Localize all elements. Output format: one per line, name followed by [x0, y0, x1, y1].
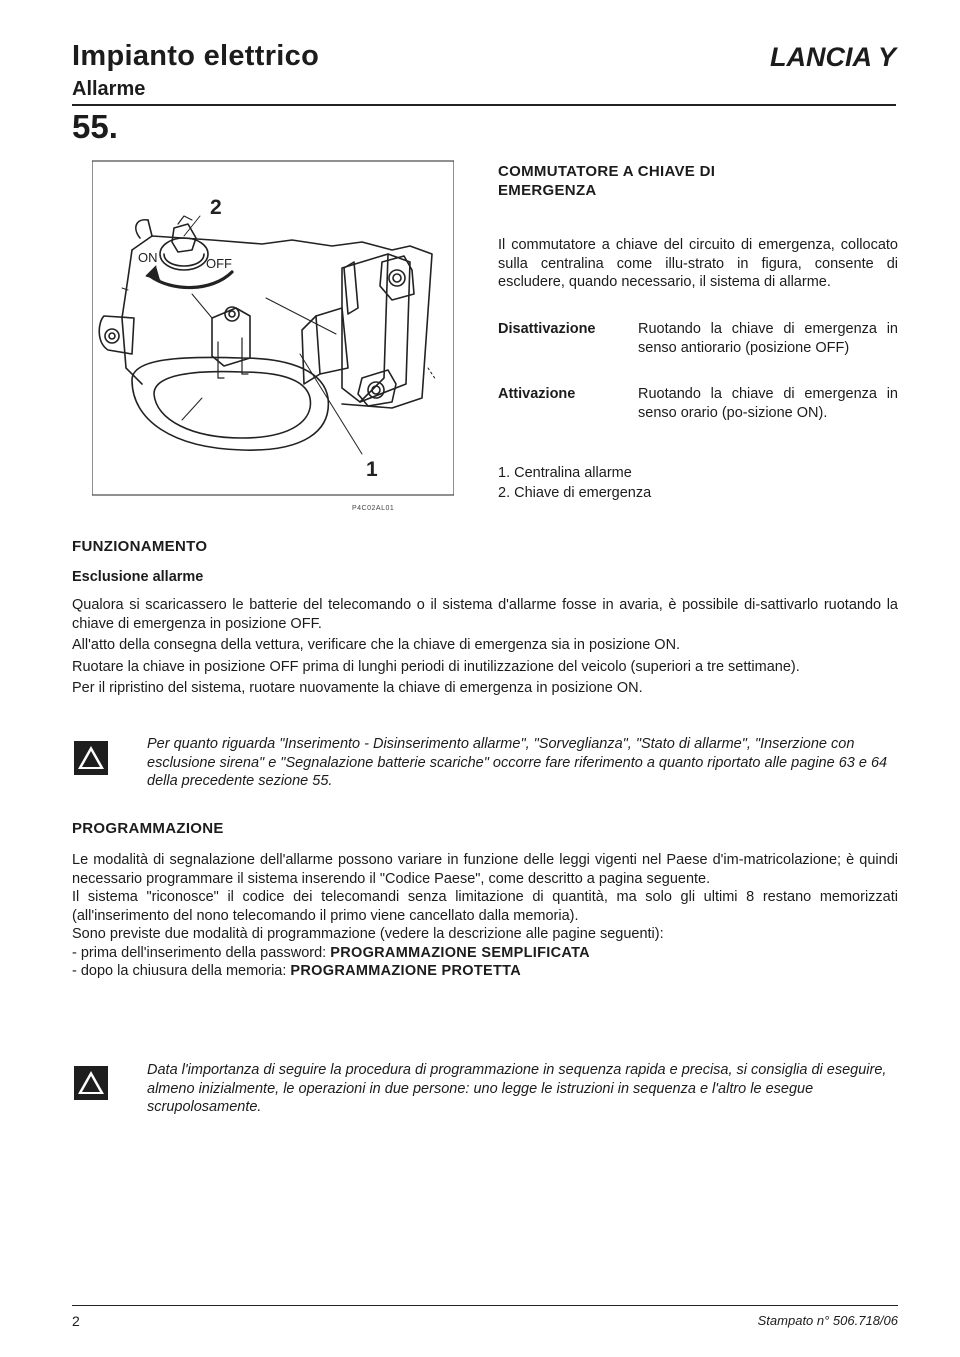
- paragraph: All'atto della consegna della vettura, verificare che la chiave di emergenza sia in posizione ON.: [72, 637, 681, 653]
- figure-code: P4C02AL01: [352, 505, 395, 512]
- definition-term-disattivazione: Disattivazione: [498, 321, 596, 337]
- footer-rule: [72, 1305, 898, 1306]
- paragraph: Sono previste due modalità di programmazione (vedere la descrizione alle pagine seguenti):: [72, 926, 664, 942]
- definition-term-attivazione: Attivazione: [498, 386, 576, 402]
- paragraph: Ruotare la chiave in posizione OFF prima di lunghi periodi di inutilizzazione del veicolo (superiori a tre settimane).: [72, 658, 800, 675]
- paragraph: Il sistema "riconosce" il codice dei telecomandi senza limitazione di quantità, ma solo gli ultimi 8 restano memorizzati (all'inserimento del nono telecomando il primo viene cancellato dalla memoria).: [72, 889, 898, 924]
- page-number: 2: [72, 1313, 80, 1329]
- page-subtitle: Allarme: [72, 78, 146, 100]
- header-rule: [72, 104, 896, 106]
- list-item: - prima dell'inserimento della password: PROGRAMMAZIONE SEMPLIFICATA: [72, 944, 590, 961]
- esclusione-subheading: Esclusione allarme: [72, 569, 204, 585]
- figure-legend: [498, 463, 651, 503]
- list-item: - dopo la chiusura della memoria: PROGRAMMAZIONE PROTETTA: [72, 963, 521, 979]
- warning-icon: [74, 1066, 108, 1100]
- paragraph: Per il ripristino del sistema, ruotare nuovamente la chiave di emergenza in posizione ON.: [72, 680, 643, 696]
- definition-desc-attivazione: Ruotando la chiave di emergenza in senso orario (po-sizione ON).: [638, 386, 898, 421]
- warning-icon: [74, 741, 108, 775]
- page-title: Impianto elettrico: [72, 40, 320, 72]
- paragraph: Le modalità di segnalazione dell'allarme possono variare in funzione delle leggi vigenti nel Paese d'im-matricolazione; è quindi necessario programmare il sistema inserendo il "Codice Paese", come descritto a pagina seguente.: [72, 852, 898, 887]
- commutatore-paragraph: Il commutatore a chiave del circuito di emergenza, collocato sulla centralina come illu-strato in figura, consente di escludere, quando necessario, il sistema di allarme.: [498, 237, 898, 290]
- definition-desc-disattivazione: Ruotando la chiave di emergenza in senso antiorario (posizione OFF): [638, 321, 898, 356]
- programmazione-body: [72, 851, 898, 981]
- programmazione-protetta: PROGRAMMAZIONE PROTETTA: [290, 963, 521, 979]
- alarm-control-unit-drawing: [92, 158, 454, 498]
- legend-item: 1. Centralina allarme: [498, 465, 632, 481]
- figure-label-off: OFF: [206, 256, 232, 271]
- legend-item: 2. Chiave di emergenza: [498, 485, 652, 501]
- figure-label-2: 2: [210, 196, 222, 219]
- warning-text-2: Data l'importanza di seguire la procedura di programmazione in sequenza rapida e precisa, si consiglia di eseguire, almeno inizialmente, le operazioni in due persone: uno legge le istruzioni in sequenza e l'altro le esegue scrupolosamente.: [147, 1062, 887, 1115]
- figure-illustration: [92, 158, 454, 498]
- section-number: 55.: [72, 108, 118, 145]
- figure-label-on: ON: [138, 250, 158, 265]
- paragraph: Qualora si scaricassero le batterie del telecomando o il sistema d'allarme fosse in avaria, è possibile di-sattivarlo ruotando la chiave di emergenza in posizione OFF.: [72, 597, 898, 632]
- funzionamento-body: [72, 596, 898, 701]
- warning-text-1: Per quanto riguarda "Inserimento - Disinserimento allarme", "Sorveglianza", "Stato di allarme", "Inserzione con esclusione sirena" e "Segnalazione batterie scariche" occorre fare riferimento a quanto riportato alle pagine 63 e 64 della precedente sezione 55.: [147, 736, 888, 789]
- brand-title: LANCIA Y: [769, 42, 896, 72]
- figure-label-1: 1: [366, 458, 378, 481]
- programmazione-semplificata: PROGRAMMAZIONE SEMPLIFICATA: [330, 944, 590, 961]
- commutatore-heading-line1: COMMUTATORE A CHIAVE DI: [498, 163, 716, 180]
- print-code: Stampato n° 506.718/06: [757, 1313, 898, 1328]
- programmazione-heading: PROGRAMMAZIONE: [72, 820, 224, 837]
- commutatore-heading: [498, 162, 898, 200]
- commutatore-heading-line2: EMERGENZA: [498, 182, 597, 199]
- funzionamento-heading: FUNZIONAMENTO: [72, 538, 208, 555]
